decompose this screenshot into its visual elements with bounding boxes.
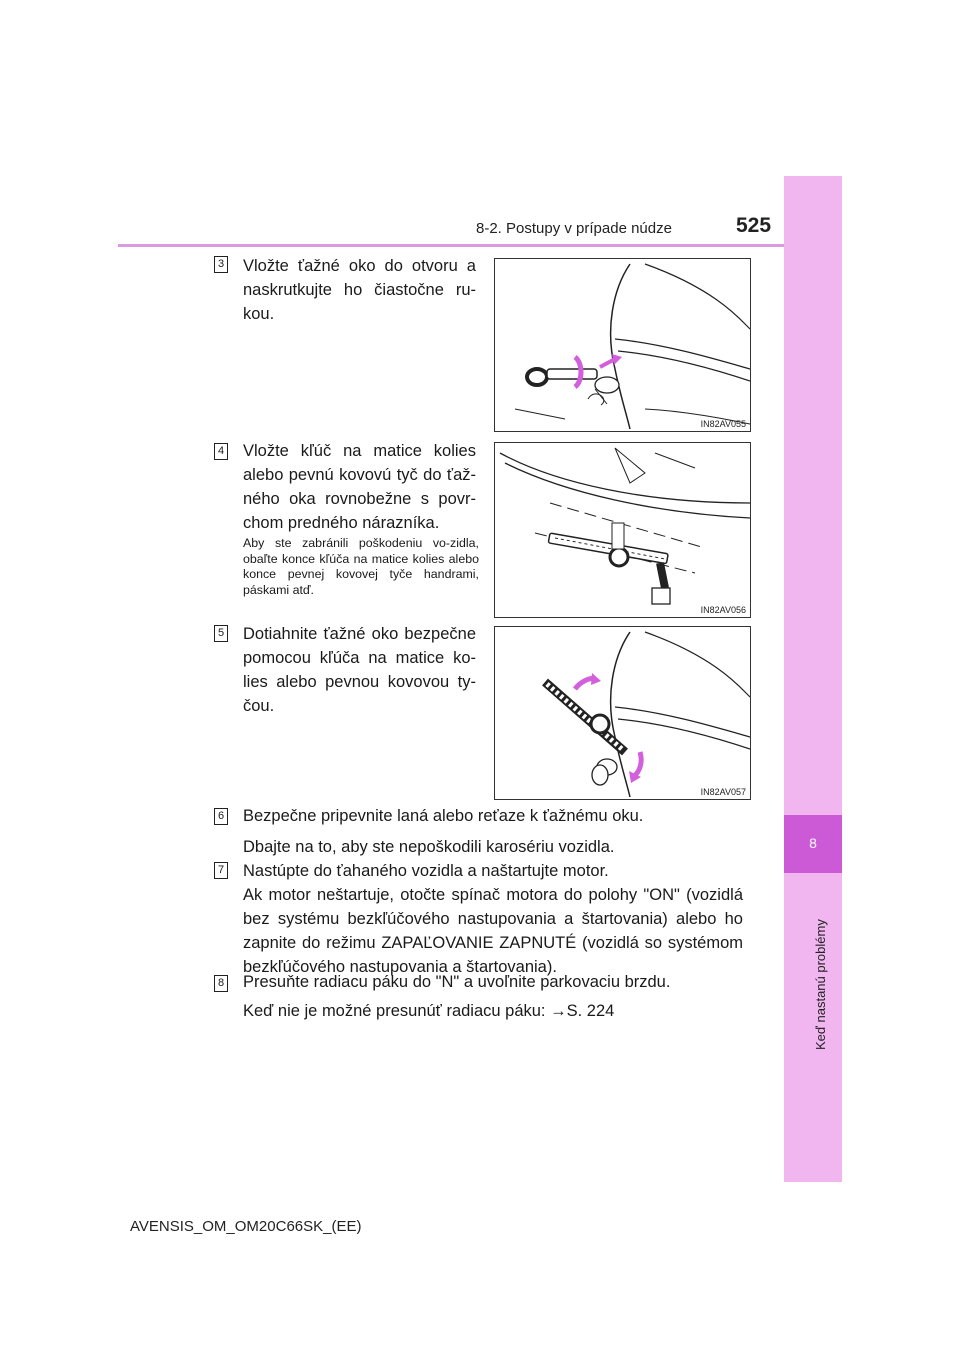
step-3-text: Vložte ťažné oko do otvoru a naskrutkujte ho čiastočne ru-kou. <box>243 257 476 323</box>
step-4-note: Aby ste zabránili poškodeniu vo-zidla, obaľte konce kľúča na matice kolies alebo konce pevnej kovovej tyče handrami, páskami atď. <box>243 536 479 597</box>
header-rule <box>118 244 784 247</box>
step-7-text: Nastúpte do ťahaného vozidla a naštartujte motor. <box>243 862 609 880</box>
step-5-text: Dotiahnite ťažné oko bezpečne pomocou kľúča na matice ko-lies alebo pevnou kovovou ty-čou. <box>243 625 476 715</box>
footer-code: AVENSIS_OM_OM20C66SK_(EE) <box>130 1218 362 1235</box>
step-number-6: 6 <box>214 808 228 825</box>
figure-insert-tow-eye <box>494 258 751 432</box>
step-number-8: 8 <box>214 975 228 992</box>
step-4-text: Vložte kľúč na matice kolies alebo pevnú kovovú tyč do ťaž-ného oka rovnobežne s povr-chom predného nárazníka. <box>243 442 476 532</box>
step-number-4: 4 <box>214 443 228 460</box>
page-number: 525 <box>736 214 772 237</box>
chapter-tab[interactable] <box>784 815 842 873</box>
step-7-subtext: Ak motor neštartuje, otočte spínač motora do polohy "ON" (vozidlá bez systému bezkľúčového nastupovania a štartovania) alebo ho zapnite do režimu ZAPAĽOVANIE ZAPNUTÉ (vozidlá so systémom bezkľúčového nastupovania a štartovania). <box>243 886 743 976</box>
step-6-subtext: Dbajte na to, aby ste nepoškodili karosériu vozidla. <box>243 838 615 856</box>
figure-insert-wrench <box>494 442 751 618</box>
step-6-text: Bezpečne pripevnite laná alebo reťaze k ťažnému oku. <box>243 807 644 825</box>
section-title: 8-2. Postupy v prípade núdze <box>476 220 672 237</box>
step-number-3: 3 <box>214 256 228 273</box>
figure-code: IN82AV057 <box>700 787 746 797</box>
figure-tighten-tow-eye <box>494 626 751 800</box>
step-number-5: 5 <box>214 625 228 642</box>
figure-code: IN82AV056 <box>700 605 746 615</box>
step-number-7: 7 <box>214 862 228 879</box>
chapter-title: Keď nastanú problémy <box>813 919 828 1050</box>
step-8-subtext: Keď nie je možné presunúť radiacu páku: →S. 224 <box>243 1002 615 1020</box>
chapter-number: 8 <box>809 835 817 851</box>
figure-code: IN82AV055 <box>700 419 746 429</box>
step-8-text: Presuňte radiacu páku do "N" a uvoľnite parkovaciu brzdu. <box>243 973 671 991</box>
